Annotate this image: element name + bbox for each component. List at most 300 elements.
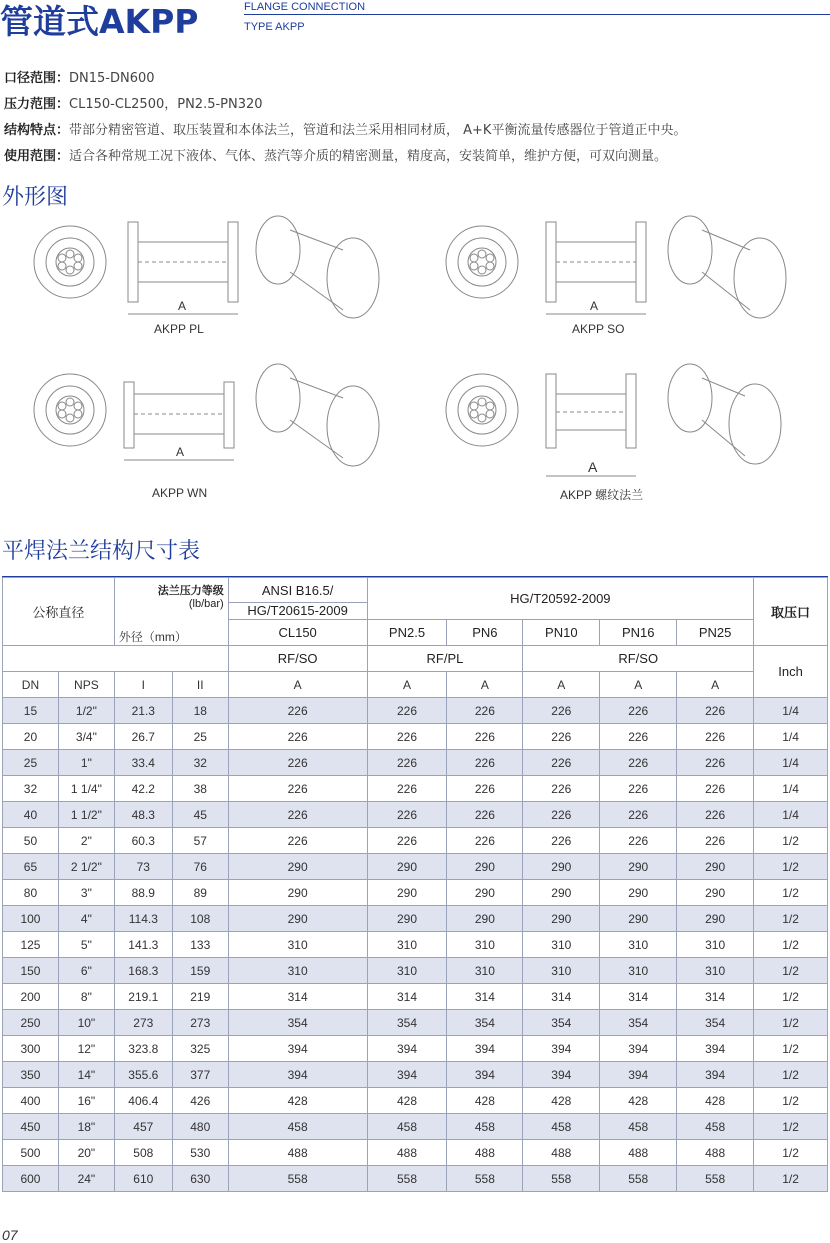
table-cell: 159	[172, 958, 228, 984]
table-cell: 354	[367, 1010, 447, 1036]
spec-label: 使用范围：	[4, 149, 70, 164]
table-cell: 558	[228, 1166, 367, 1192]
table-cell: 428	[367, 1088, 447, 1114]
table-cell: 226	[228, 802, 367, 828]
table-cell: 141.3	[114, 932, 172, 958]
table-cell: 290	[367, 906, 447, 932]
table-cell: 323.8	[114, 1036, 172, 1062]
table-cell: 226	[228, 750, 367, 776]
table-cell: 150	[3, 958, 59, 984]
table-cell: 20"	[58, 1140, 114, 1166]
spec-row	[4, 66, 686, 92]
table-cell: 354	[677, 1010, 754, 1036]
table-cell: 488	[447, 1140, 523, 1166]
header-cl150: CL150	[228, 619, 367, 645]
table-cell: 1/2	[754, 854, 828, 880]
table-cell: 400	[3, 1088, 59, 1114]
table-cell: 273	[172, 1010, 228, 1036]
table-cell: 226	[447, 802, 523, 828]
table-cell: 32	[172, 750, 228, 776]
spec-label: 结构特点：	[4, 123, 70, 138]
table-cell: 394	[677, 1036, 754, 1062]
flange-drawing-icon	[440, 360, 820, 490]
table-cell: 1 1/4"	[58, 776, 114, 802]
table-cell: 310	[367, 958, 447, 984]
table-cell: 100	[3, 906, 59, 932]
table-cell: 1/2	[754, 958, 828, 984]
table-cell: 226	[447, 750, 523, 776]
spec-value: 带部分精密管道、取压装置和本体法兰，管道和法兰采用相同材质， A+K平衡流量传感器位于管道正中央。	[69, 123, 687, 138]
table-cell: 350	[3, 1062, 59, 1088]
table-cell: 1/2	[754, 1088, 828, 1114]
table-cell: 226	[447, 724, 523, 750]
header-tap: 取压口	[754, 578, 828, 646]
table-cell: 488	[228, 1140, 367, 1166]
table-cell: 6"	[58, 958, 114, 984]
table-cell: 310	[677, 932, 754, 958]
table-cell: 226	[600, 828, 677, 854]
table-cell: 1/2	[754, 1036, 828, 1062]
drawing-akpp-so	[440, 210, 820, 334]
table-cell: 314	[600, 984, 677, 1010]
drawing-akpp-wn	[28, 360, 408, 500]
table-cell: 12"	[58, 1036, 114, 1062]
table-cell: 16"	[58, 1088, 114, 1114]
table-cell: 394	[447, 1036, 523, 1062]
table-cell: 314	[523, 984, 600, 1010]
table-cell: 314	[228, 984, 367, 1010]
table-cell: 1/2	[754, 1140, 828, 1166]
table-cell: 226	[600, 802, 677, 828]
table-cell: 310	[677, 958, 754, 984]
table-cell: 558	[523, 1166, 600, 1192]
table-cell: 226	[367, 750, 447, 776]
table-cell: 226	[367, 724, 447, 750]
table-cell: 290	[367, 880, 447, 906]
table-cell: 226	[677, 698, 754, 724]
table-cell: 226	[447, 828, 523, 854]
table-row	[3, 698, 828, 724]
table-cell: 458	[228, 1114, 367, 1140]
table-cell: 133	[172, 932, 228, 958]
table-cell: 226	[523, 828, 600, 854]
table-cell: 226	[523, 698, 600, 724]
table-cell: 394	[228, 1036, 367, 1062]
section-title-outline: 外形图	[2, 185, 69, 210]
table-cell: 310	[367, 932, 447, 958]
table-cell: 290	[600, 906, 677, 932]
table-cell: 25	[3, 750, 59, 776]
subheader-cell: A	[447, 672, 523, 698]
section-title-table: 平焊法兰结构尺寸表	[2, 539, 201, 564]
table-cell: 226	[367, 776, 447, 802]
table-cell: 325	[172, 1036, 228, 1062]
table-cell: 457	[114, 1114, 172, 1140]
table-cell: 5"	[58, 932, 114, 958]
drawing-caption: AKPP SO	[572, 322, 625, 336]
table-cell: 428	[447, 1088, 523, 1114]
table-cell: 1/4	[754, 750, 828, 776]
table-cell: 80	[3, 880, 59, 906]
header-rfso: RF/SO	[228, 646, 367, 672]
subheader-cell: A	[228, 672, 367, 698]
dimension-table	[2, 577, 828, 1192]
table-row	[3, 1088, 828, 1114]
table-cell: 226	[228, 828, 367, 854]
subtitle-line-1: FLANGE CONNECTION	[244, 1, 366, 13]
table-cell: 406.4	[114, 1088, 172, 1114]
header-row	[3, 646, 828, 672]
header-od: 外径（mm）	[118, 630, 187, 644]
table-cell: 1/2	[754, 1010, 828, 1036]
subheader-cell: A	[600, 672, 677, 698]
spec-list	[4, 66, 686, 170]
table-cell: 226	[600, 750, 677, 776]
table-cell: 88.9	[114, 880, 172, 906]
table-cell: 394	[228, 1062, 367, 1088]
spec-label: 压力范围：	[4, 97, 70, 112]
flange-drawing-icon	[440, 210, 820, 330]
table-cell: 290	[228, 854, 367, 880]
table-row	[3, 1166, 828, 1192]
table-cell: 26.7	[114, 724, 172, 750]
table-cell: 488	[523, 1140, 600, 1166]
spec-row	[4, 92, 686, 118]
table-row	[3, 724, 828, 750]
header-pn: PN16	[600, 619, 677, 645]
table-cell: 273	[114, 1010, 172, 1036]
table-cell: 1/2	[754, 1114, 828, 1140]
table-row	[3, 750, 828, 776]
table-cell: 226	[447, 698, 523, 724]
table-cell: 32	[3, 776, 59, 802]
subheader-cell: A	[677, 672, 754, 698]
table-cell: 1/4	[754, 776, 828, 802]
table-cell: 290	[228, 906, 367, 932]
table-cell: 20	[3, 724, 59, 750]
table-cell: 310	[228, 932, 367, 958]
header-rfso2: RF/SO	[523, 646, 754, 672]
table-cell: 125	[3, 932, 59, 958]
table-cell: 40	[3, 802, 59, 828]
table-cell: 168.3	[114, 958, 172, 984]
table-cell: 310	[447, 958, 523, 984]
subheader-cell: I	[114, 672, 172, 698]
dimension-label: A	[178, 299, 187, 313]
table-cell: 530	[172, 1140, 228, 1166]
table-cell: 10"	[58, 1010, 114, 1036]
table-cell: 226	[600, 698, 677, 724]
table-cell: 1/2	[754, 932, 828, 958]
table-cell: 310	[523, 958, 600, 984]
subheader-cell: A	[523, 672, 600, 698]
subheader-row	[3, 672, 828, 698]
table-cell: 314	[367, 984, 447, 1010]
table-cell: 480	[172, 1114, 228, 1140]
table-cell: 25	[172, 724, 228, 750]
table-cell: 57	[172, 828, 228, 854]
table-cell: 226	[523, 750, 600, 776]
table-cell: 226	[677, 776, 754, 802]
table-cell: 226	[367, 828, 447, 854]
table-cell: 1/4	[754, 802, 828, 828]
table-cell: 1/2	[754, 880, 828, 906]
subheader-cell: II	[172, 672, 228, 698]
drawing-akpp-pl	[28, 210, 408, 334]
header-inch: Inch	[754, 646, 828, 698]
header-spacer	[3, 646, 229, 672]
table-cell: 458	[600, 1114, 677, 1140]
table-cell: 310	[228, 958, 367, 984]
table-cell: 290	[228, 880, 367, 906]
table-cell: 1 1/2"	[58, 802, 114, 828]
table-cell: 219.1	[114, 984, 172, 1010]
table-cell: 290	[600, 880, 677, 906]
table-cell: 89	[172, 880, 228, 906]
table-row	[3, 932, 828, 958]
table-cell: 458	[447, 1114, 523, 1140]
subheader-cell: A	[367, 672, 447, 698]
table-cell: 290	[523, 854, 600, 880]
table-cell: 310	[523, 932, 600, 958]
flange-drawing-icon	[28, 210, 408, 330]
table-cell: 1/2"	[58, 698, 114, 724]
table-cell: 226	[523, 802, 600, 828]
table-cell: 394	[367, 1062, 447, 1088]
header-pressure-unit: (lb/bar)	[188, 598, 224, 610]
table-cell: 630	[172, 1166, 228, 1192]
table-cell: 226	[600, 776, 677, 802]
table-cell: 50	[3, 828, 59, 854]
table-cell: 354	[228, 1010, 367, 1036]
table-cell: 354	[600, 1010, 677, 1036]
table-cell: 394	[600, 1036, 677, 1062]
spec-row	[4, 118, 686, 144]
table-cell: 48.3	[114, 802, 172, 828]
table-cell: 18	[172, 698, 228, 724]
table-cell: 290	[677, 880, 754, 906]
table-cell: 508	[114, 1140, 172, 1166]
subheader-cell: NPS	[58, 672, 114, 698]
table-cell: 310	[600, 958, 677, 984]
table-cell: 18"	[58, 1114, 114, 1140]
table-cell: 290	[677, 854, 754, 880]
header-hg: HG/T20592-2009	[367, 578, 754, 620]
table-row	[3, 906, 828, 932]
table-cell: 1/2	[754, 1062, 828, 1088]
table-cell: 33.4	[114, 750, 172, 776]
table-cell: 226	[523, 776, 600, 802]
subtitle-block	[244, 0, 830, 33]
table-cell: 219	[172, 984, 228, 1010]
table-cell: 290	[367, 854, 447, 880]
table-cell: 428	[677, 1088, 754, 1114]
table-cell: 15	[3, 698, 59, 724]
table-cell: 290	[447, 906, 523, 932]
table-cell: 558	[677, 1166, 754, 1192]
table-cell: 310	[600, 932, 677, 958]
table-cell: 377	[172, 1062, 228, 1088]
table-cell: 4"	[58, 906, 114, 932]
table-cell: 200	[3, 984, 59, 1010]
table-cell: 8"	[58, 984, 114, 1010]
dimension-label: A	[588, 459, 598, 475]
table-cell: 38	[172, 776, 228, 802]
table-cell: 354	[523, 1010, 600, 1036]
table-row	[3, 1010, 828, 1036]
table-cell: 450	[3, 1114, 59, 1140]
subheader-cell: DN	[3, 672, 59, 698]
table-cell: 226	[600, 724, 677, 750]
table-row	[3, 984, 828, 1010]
table-row	[3, 958, 828, 984]
header-rfpl: RF/PL	[367, 646, 523, 672]
table-cell: 1/2	[754, 1166, 828, 1192]
page-number: 07	[2, 1227, 18, 1243]
spec-label: 口径范围：	[4, 71, 70, 86]
dimension-label: A	[590, 299, 599, 313]
table-cell: 3/4"	[58, 724, 114, 750]
table-cell: 226	[228, 724, 367, 750]
table-cell: 558	[367, 1166, 447, 1192]
header-nominal: 公称直径	[3, 578, 115, 646]
table-cell: 355.6	[114, 1062, 172, 1088]
table-cell: 1"	[58, 750, 114, 776]
table-cell: 3"	[58, 880, 114, 906]
header-pn: PN6	[447, 619, 523, 645]
subtitle-line-2: TYPE AKPP	[244, 21, 305, 33]
table-cell: 14"	[58, 1062, 114, 1088]
table-cell: 354	[447, 1010, 523, 1036]
table-row	[3, 828, 828, 854]
table-cell: 290	[677, 906, 754, 932]
table-cell: 114.3	[114, 906, 172, 932]
table-row	[3, 1062, 828, 1088]
table-cell: 314	[447, 984, 523, 1010]
table-cell: 500	[3, 1140, 59, 1166]
header-pn: PN2.5	[367, 619, 447, 645]
table-cell: 2"	[58, 828, 114, 854]
table-cell: 226	[228, 776, 367, 802]
table-cell: 1/4	[754, 698, 828, 724]
table-cell: 458	[677, 1114, 754, 1140]
table-row	[3, 1114, 828, 1140]
table-cell: 76	[172, 854, 228, 880]
table-cell: 394	[447, 1062, 523, 1088]
header-diagonal	[114, 578, 228, 646]
table-cell: 428	[523, 1088, 600, 1114]
drawing-caption: AKPP WN	[152, 486, 208, 500]
table-cell: 458	[523, 1114, 600, 1140]
table-cell: 310	[447, 932, 523, 958]
table-cell: 65	[3, 854, 59, 880]
table-cell: 428	[600, 1088, 677, 1114]
table-cell: 558	[447, 1166, 523, 1192]
table-row	[3, 854, 828, 880]
flange-drawing-icon	[28, 360, 408, 480]
table-cell: 2 1/2"	[58, 854, 114, 880]
table-cell: 1/2	[754, 906, 828, 932]
spec-value: 适合各种常规工况下液体、气体、蒸汽等介质的精密测量，精度高，安装简单，维护方便，可双向测量。	[69, 149, 668, 164]
table-cell: 300	[3, 1036, 59, 1062]
drawing-caption: AKPP 螺纹法兰	[560, 488, 644, 502]
table-cell: 394	[600, 1062, 677, 1088]
table-row	[3, 1036, 828, 1062]
table-cell: 394	[523, 1036, 600, 1062]
table-cell: 21.3	[114, 698, 172, 724]
table-cell: 314	[677, 984, 754, 1010]
table-cell: 60.3	[114, 828, 172, 854]
table-cell: 108	[172, 906, 228, 932]
table-cell: 458	[367, 1114, 447, 1140]
table-row	[3, 1140, 828, 1166]
table-cell: 290	[523, 906, 600, 932]
table-cell: 1/2	[754, 984, 828, 1010]
table-cell: 1/2	[754, 828, 828, 854]
table-cell: 290	[447, 854, 523, 880]
table-cell: 24"	[58, 1166, 114, 1192]
spec-row	[4, 144, 686, 170]
table-row	[3, 802, 828, 828]
table-cell: 250	[3, 1010, 59, 1036]
dimension-label: A	[176, 445, 185, 459]
table-cell: 394	[523, 1062, 600, 1088]
table-cell: 226	[677, 802, 754, 828]
table-cell: 488	[600, 1140, 677, 1166]
header-row	[3, 578, 828, 603]
spec-value: DN15-DN600	[69, 71, 155, 86]
header-pn: PN25	[677, 619, 754, 645]
table-cell: 610	[114, 1166, 172, 1192]
table-row	[3, 880, 828, 906]
table-cell: 600	[3, 1166, 59, 1192]
header-pressure: 法兰压力等级	[157, 585, 224, 597]
table-cell: 226	[367, 802, 447, 828]
page-title: 管道式AKPP	[0, 2, 199, 41]
table-cell: 488	[367, 1140, 447, 1166]
drawing-akpp-threaded	[440, 360, 820, 502]
table-cell: 558	[600, 1166, 677, 1192]
table-cell: 226	[523, 724, 600, 750]
header-pn: PN10	[523, 619, 600, 645]
drawing-caption: AKPP PL	[154, 322, 204, 336]
table-cell: 290	[447, 880, 523, 906]
outline-drawings	[0, 200, 830, 520]
table-cell: 226	[677, 750, 754, 776]
table-body	[3, 698, 828, 1192]
table-cell: 290	[600, 854, 677, 880]
spec-value: CL150-CL2500，PN2.5-PN320	[69, 97, 263, 112]
table-cell: 73	[114, 854, 172, 880]
table-cell: 426	[172, 1088, 228, 1114]
page-header	[0, 0, 830, 48]
table-cell: 226	[228, 698, 367, 724]
table-cell: 226	[677, 828, 754, 854]
table-cell: 226	[367, 698, 447, 724]
table-cell: 45	[172, 802, 228, 828]
table-cell: 428	[228, 1088, 367, 1114]
table-cell: 394	[677, 1062, 754, 1088]
header-ansi-1: ANSI B16.5/	[228, 578, 367, 603]
table-cell: 226	[447, 776, 523, 802]
table-cell: 394	[367, 1036, 447, 1062]
table-cell: 488	[677, 1140, 754, 1166]
table-cell: 42.2	[114, 776, 172, 802]
table-row	[3, 776, 828, 802]
header-ansi-2: HG/T20615-2009	[228, 603, 367, 619]
table-cell: 226	[677, 724, 754, 750]
table-cell: 290	[523, 880, 600, 906]
